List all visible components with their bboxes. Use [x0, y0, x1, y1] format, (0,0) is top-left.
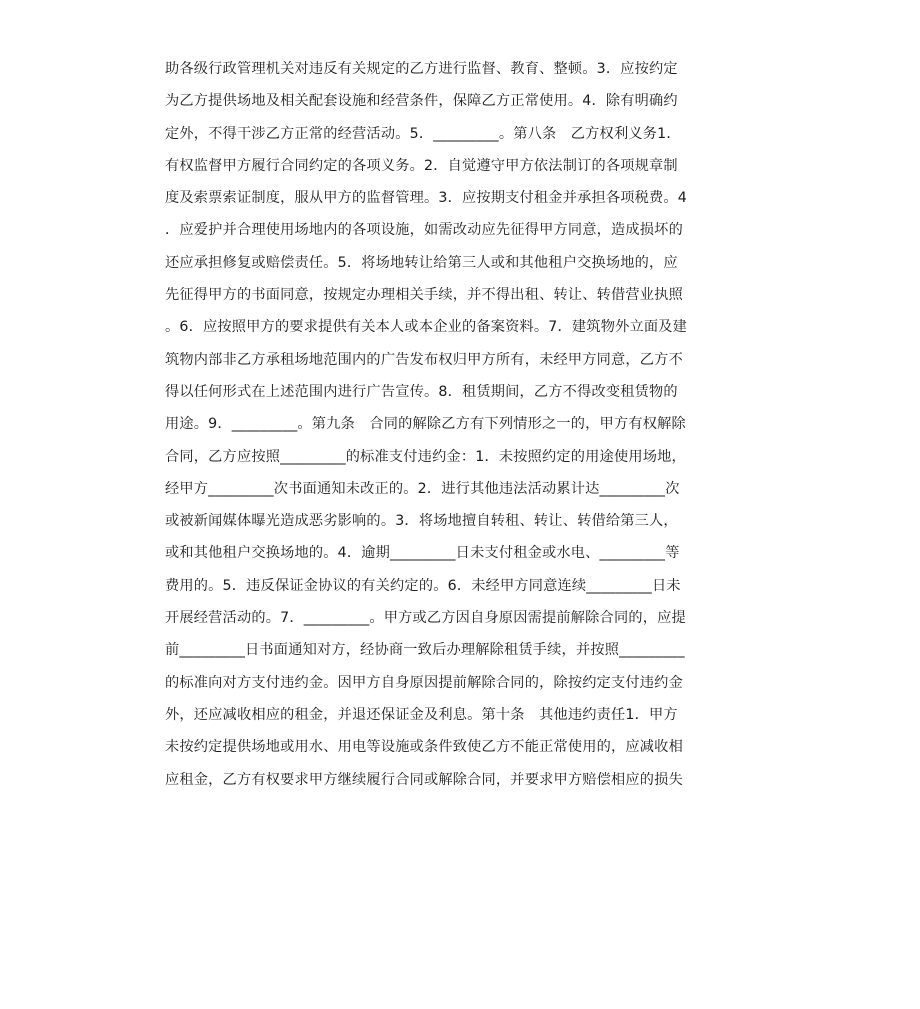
text-line: 外，还应减收相应的租金，并退还保证金及利息。第十条 其他违约责任1．甲方: [165, 706, 678, 723]
text-line: 先征得甲方的书面同意，按规定办理相关手续，并不得出租、转让、转借营业执照: [165, 287, 683, 304]
text-line: 费用的。5．违反保证金协议的有关约定的。6．未经甲方同意连续_________日未: [165, 577, 681, 594]
text-line: 经甲方_________次书面通知未改正的。2．进行其他违法活动累计达_________次: [165, 480, 680, 497]
text-line: 用途。9．_________。第九条 合同的解除乙方有下列情形之一的，甲方有权解除: [165, 416, 686, 433]
text-line: 或和其他租户交换场地的。4．逾期_________日未支付租金或水电、_________等: [165, 545, 680, 562]
text-line: 助各级行政管理机关对违反有关规定的乙方进行监督、教育、整顿。3．应按约定: [165, 61, 678, 77]
text-line: 合同，乙方应按照_________的标准支付违约金：1．未按照约定的用途使用场地，: [165, 448, 686, 465]
text-line: 。6．应按照甲方的要求提供有关本人或本企业的备案资料。7．建筑物外立面及建: [165, 319, 688, 336]
text-line: 度及索票索证制度，服从甲方的监督管理。3．应按期支付租金并承担各项税费。4: [165, 190, 688, 207]
text-line: 的标准向对方支付违约金。因甲方自身原因提前解除合同的，除按约定支付违约金: [165, 674, 683, 691]
text-line: 或被新闻媒体曝光造成恶劣影响的。3．将场地擅自转租、转让、转借给第三人，: [165, 513, 678, 530]
document-body: [165, 53, 765, 796]
text-line: 有权监督甲方履行合同约定的各项义务。2．自觉遵守甲方依法制订的各项规章制: [165, 157, 678, 174]
text-line: 得以任何形式在上述范围内进行广告宣传。8．租赁期间，乙方不得改变租赁物的: [165, 383, 678, 400]
text-line: 未按约定提供场地或用水、用电等设施或条件致使乙方不能正常使用的，应减收相: [165, 739, 683, 756]
text-line: 前_________日书面通知对方，经协商一致后办理解除租赁手续，并按照_________: [165, 642, 685, 659]
text-line: 开展经营活动的。7．_________。甲方或乙方因自身原因需提前解除合同的，应提: [165, 610, 686, 627]
text-line: 应租金，乙方有权要求甲方继续履行合同或解除合同，并要求甲方赔偿相应的损失: [165, 771, 683, 788]
text-line: 筑物内部非乙方承租场地范围内的广告发布权归甲方所有，未经甲方同意，乙方不: [165, 351, 683, 368]
text-line: ．应爱护并合理使用场地内的各项设施，如需改动应先征得甲方同意，造成损坏的: [165, 222, 683, 239]
text-line: 定外，不得干涉乙方正常的经营活动。5．_________。第八条 乙方权利义务1．: [165, 125, 681, 142]
text-line: 为乙方提供场地及相关配套设施和经营条件，保障乙方正常使用。4．除有明确约: [165, 93, 678, 110]
text-line: 还应承担修复或赔偿责任。5．将场地转让给第三人或和其他租户交换场地的，应: [165, 254, 678, 271]
